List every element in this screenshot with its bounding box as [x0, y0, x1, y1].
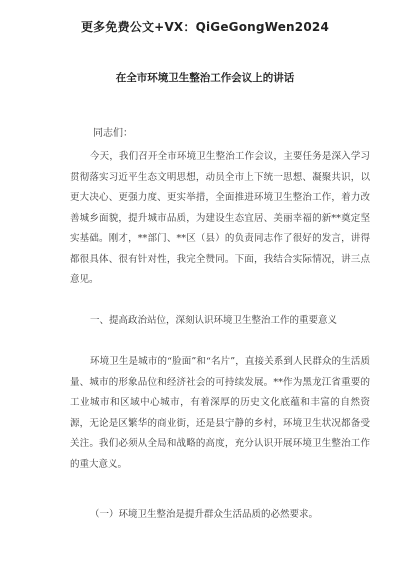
section-heading-1: 一、提高政治站位，深刻认识环境卫生整治工作的重要意义	[90, 315, 338, 326]
paragraph-section-1: 环境卫生是城市的“脸面”和“名片”，直接关系到人民群众的生活质量、城市的形象品位和经济社会的可持续发展。**作为黑龙江省重要的工业城市和区域中心城市，有着深厚的历史文化底蕴和丰富的自然资源，无论是区繁华的商业街，还是县宁静的乡村，环境卫生状况都备受关注。我们必须从全局和战略的高度，充分认识开展环境卫生整治工作的重大意义。	[70, 356, 370, 470]
document-title: 在全市环境卫生整治工作会议上的讲话	[115, 72, 295, 84]
promo-banner: 更多免费公文+VX：QiGeGongWen2024	[80, 20, 329, 34]
sub-heading-1: （一）环境卫生整治是提升群众生活品质的必然要求。	[90, 509, 319, 520]
paragraph-intro: 今天，我们召开全市环境卫生整治工作会议，主要任务是深入学习贯彻落实习近平生态文明思想，动员全市上下统一思想、凝聚共识，以更大决心、更强力度、更实举措，全面推进环境卫生整治工作，着力改善城乡面貌，提升城市品质，为建设生态宜居、美丽幸福的新**奠定坚实基础。刚才，**部门、**区（县）的负责同志作了很好的发言，讲得都很具体、很有针对性，我完全赞同。下面，我结合实际情况，讲三点意见。	[70, 151, 370, 285]
salutation: 同志们：	[93, 128, 133, 139]
